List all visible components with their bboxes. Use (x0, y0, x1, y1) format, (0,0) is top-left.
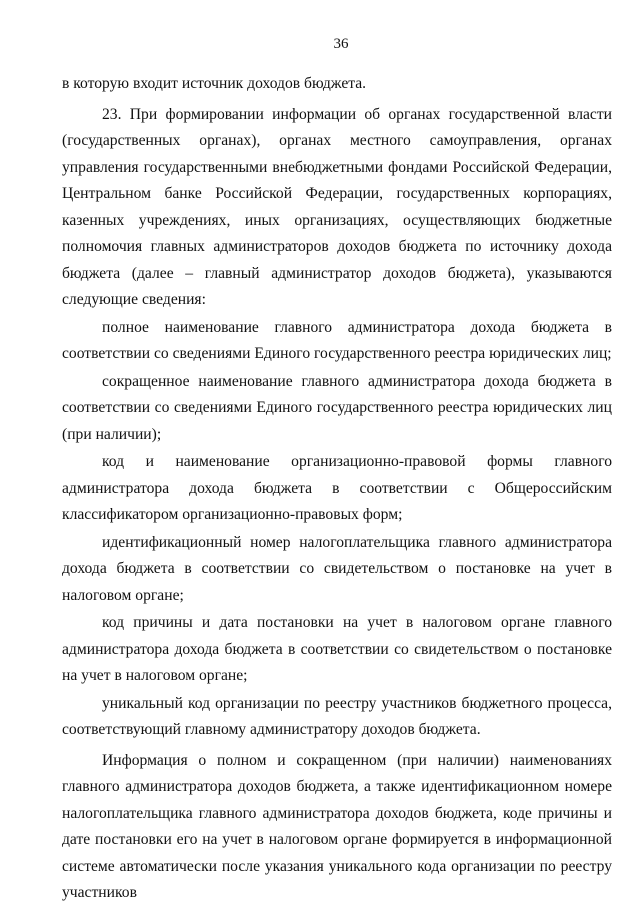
paragraph-kpp: код причины и дата постановки на учет в налоговом органе главного администратора дохода бюджета в соответствии со свидетельством о постановке на учет в налоговом органе; (62, 614, 612, 684)
paragraph-short-name: сокращенное наименование главного администратора дохода бюджета в соответствии со сведениями Единого государственного реестра юридических лиц (при наличии); (62, 372, 612, 443)
paragraph-full-name: полное наименование главного администратора дохода бюджета в соответствии со сведениями Единого государственного реестра юридических лиц; (62, 318, 612, 362)
paragraph-unique-code: уникальный код организации по реестру участников бюджетного процесса, соответствующий главному администратору доходов бюджета. (62, 694, 612, 738)
page-number: 36 (333, 36, 349, 52)
document-body (62, 71, 612, 907)
paragraph-inn: идентификационный номер налогоплательщика главного администратора дохода бюджета в соответствии со свидетельством о постановке на учет в налоговом органе; (62, 533, 612, 604)
paragraph-continuation: в которую входит источник доходов бюджета. (62, 75, 367, 92)
paragraph-information: Информация о полном и сокращенном (при наличии) наименованиях главного администратора доходов бюджета, а также идентификационном номере налогоплательщика главного администратора доходов бюджета, коде причины и дате постановки его на учет в налоговом органе формируется в информационной системе автоматически после указания уникального кода организации по реестру участников (62, 751, 612, 901)
paragraph-item-23: 23. При формировании информации об органах государственной власти (государственных органах), органах местного самоуправления, органах управления государственными внебюджетными фондами Российской Федерации, Центральном банке Российской Федерации, государственных корпорациях, казенных учреждениях, иных организациях, осуществляющих бюджетные полномочия главных администраторов доходов бюджета по источнику дохода бюджета (далее – главный администратор доходов бюджета), указываются следующие сведения: (62, 105, 612, 308)
paragraph-legal-form: код и наименование организационно-правовой формы главного администратора дохода бюджета в соответствии с Общероссийским классификатором организационно-правовых форм; (62, 453, 612, 523)
